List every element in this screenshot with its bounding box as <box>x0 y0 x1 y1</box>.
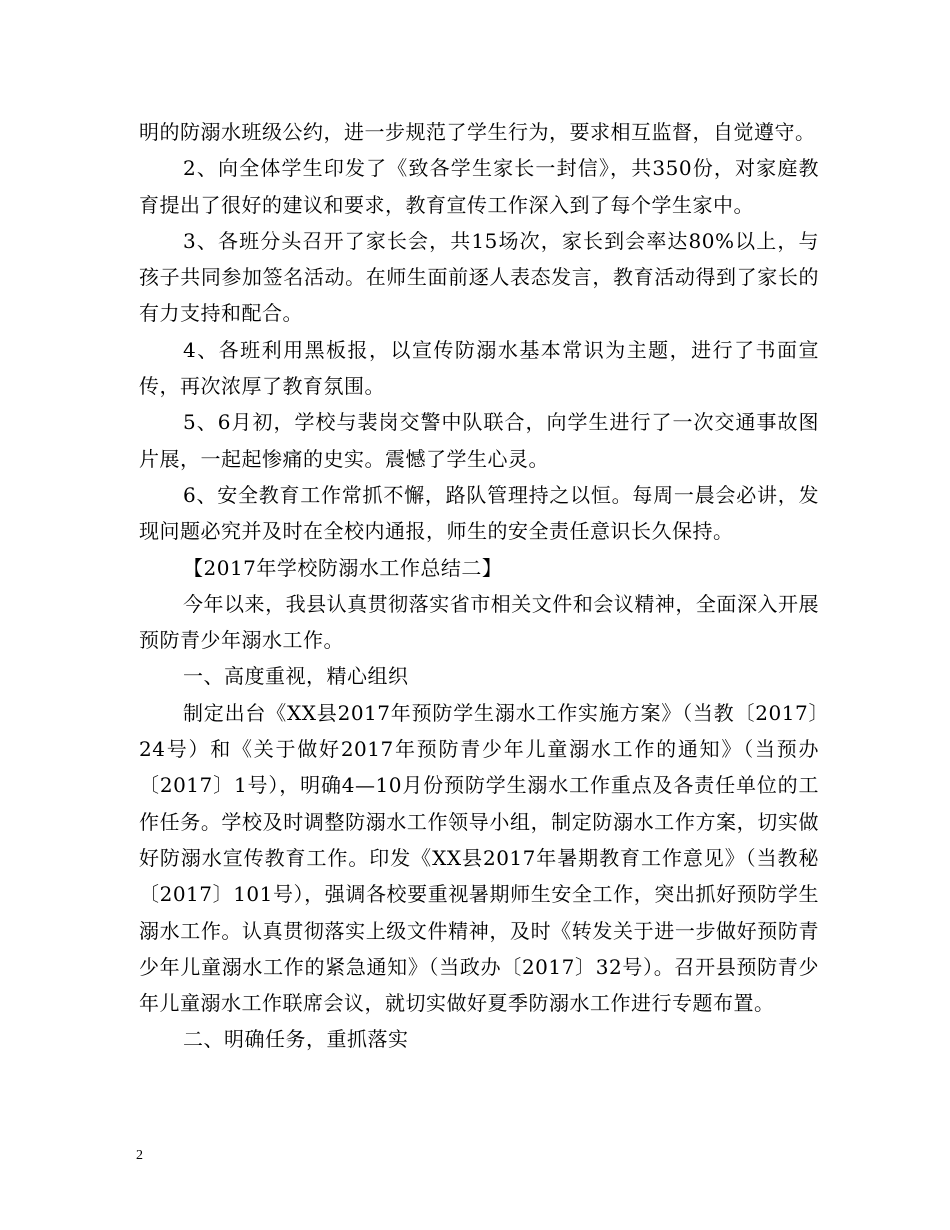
paragraph-continuation: 明的防溺水班级公约，进一步规范了学生行为，要求相互监督，自觉遵守。 <box>139 120 816 144</box>
section-heading-two: 二、明确任务，重抓落实 <box>183 1027 409 1052</box>
paragraph-item-6: 6、安全教育工作常抓不懈，路队管理持之以恒。每周一晨会必讲，发现问题必究并及时在全校内通报，师生的安全责任意识长久保持。 <box>139 482 819 544</box>
paragraph-intro: 今年以来，我县认真贯彻落实省市相关文件和会议精神，全面深入开展预防青少年溺水工作。 <box>139 591 819 653</box>
paragraph-item-5: 5、6月初，学校与裴岗交警中队联合，向学生进行了一次交通事故图片展，一起起惨痛的史实。震憾了学生心灵。 <box>139 410 819 471</box>
paragraph-item-3: 3、各班分头召开了家长会，共15场次，家长到会率达80%以上，与孩子共同参加签名活动。在师生面前逐人表态发言，教育活动得到了家长的有力支持和配合。 <box>139 228 819 326</box>
document-body <box>139 114 819 1058</box>
page-number: 2 <box>136 1148 143 1163</box>
paragraph-item-4: 4、各班利用黑板报，以宣传防溺水基本常识为主题，进行了书面宣传，再次浓厚了教育氛围。 <box>139 337 819 399</box>
section-heading-summary-two: 【2017年学校防溺水工作总结二】 <box>183 555 503 580</box>
paragraph-organization: 制定出台《XX县2017年预防学生溺水工作实施方案》（当教〔2017〕24号）和《关于做好2017年预防青少年儿童溺水工作的通知》（当预办〔2017〕1号），明确4—10月份预防学生溺水工作重点及各责任单位的工作任务。学校及时调整防溺水工作领导小组，制定防溺水工作方案，切实做好防溺水宣传教育工作。印发《XX县2017年暑期教育工作意见》（当教秘〔2017〕101号），强调各校要重视暑期师生安全工作，突出抓好预防学生溺水工作。认真贯彻落实上级文件精神，及时《转发关于进一步做好预防青少年儿童溺水工作的紧急通知》（当政办〔2017〕32号）。召开县预防青少年儿童溺水工作联席会议，就切实做好夏季防溺水工作进行专题布置。 <box>139 700 819 1016</box>
paragraph-item-2: 2、向全体学生印发了《致各学生家长一封信》，共350份，对家庭教育提出了很好的建议和要求，教育宣传工作深入到了每个学生家中。 <box>139 156 819 217</box>
section-heading-one: 一、高度重视，精心组织 <box>183 664 409 689</box>
